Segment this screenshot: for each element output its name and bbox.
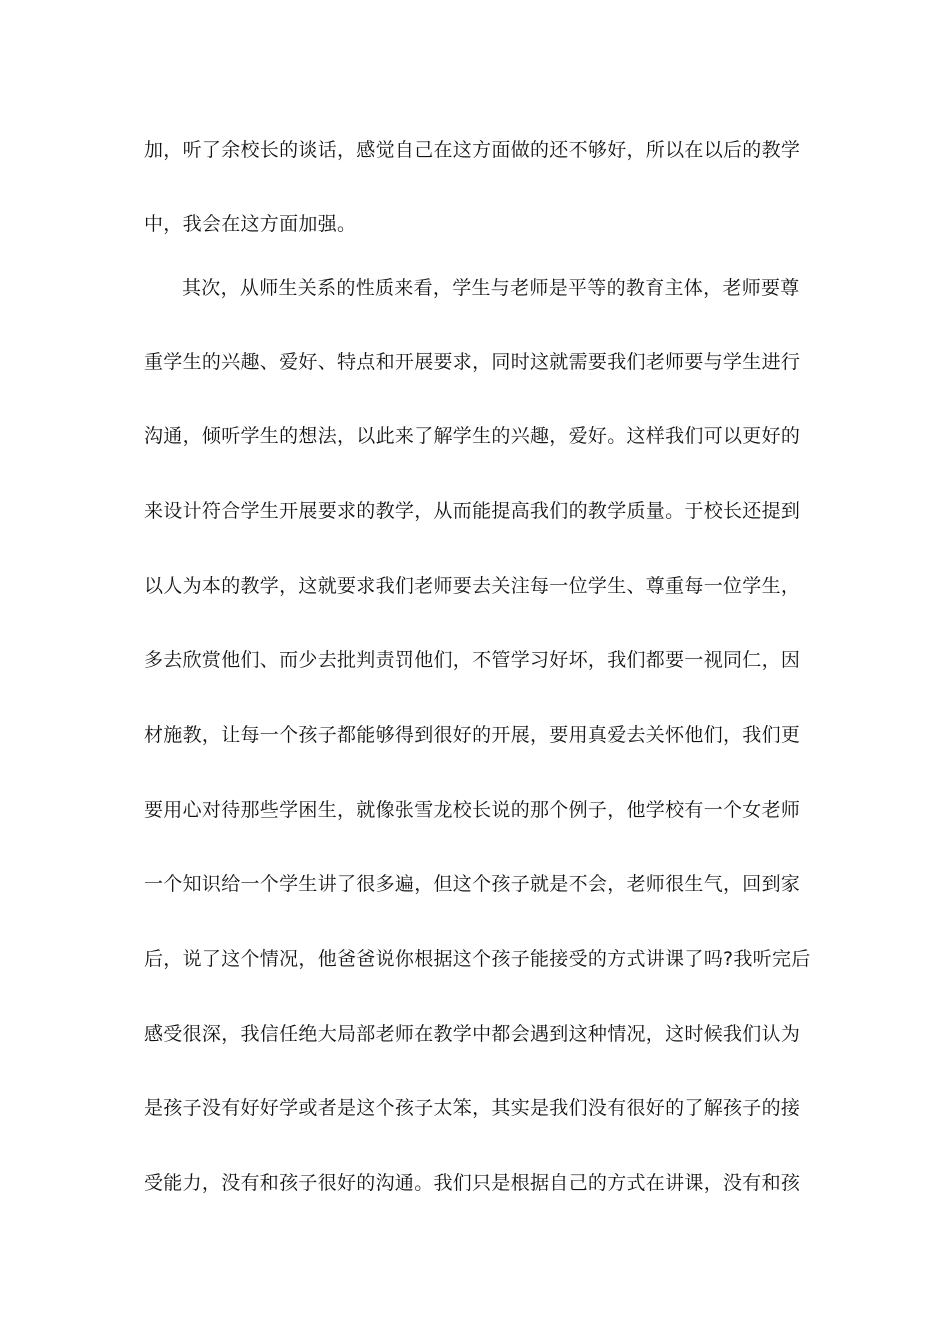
paragraph-start-line: 其次，从师生关系的性质来看，学生与老师是平等的教育主体，老师要尊 [182, 277, 800, 299]
text-line: 要用心对待那些学困生，就像张雪龙校长说的那个例子，他学校有一个女老师 [144, 799, 801, 821]
text-line: 多去欣赏他们、而少去批判责罚他们，不管学习好坏，我们都要一视同仁，因 [144, 649, 801, 671]
text-line: 材施教，让每一个孩子都能够得到很好的开展，要用真爱去关怀他们，我们更 [144, 724, 801, 746]
text-line: 后，说了这个情况，他爸爸说你根据这个孩子能接受的方式讲课了吗?我听完后 [144, 948, 811, 970]
text-line: 来设计符合学生开展要求的教学，从而能提高我们的教学质量。于校长还提到 [144, 500, 801, 522]
text-line: 沟通，倾听学生的想法，以此来了解学生的兴趣，爱好。这样我们可以更好的 [144, 425, 801, 447]
text-line: 一个知识给一个学生讲了很多遍，但这个孩子就是不会，老师很生气，回到家 [144, 873, 801, 895]
text-line: 是孩子没有好好学或者是这个孩子太笨，其实是我们没有很好的了解孩子的接 [144, 1097, 801, 1119]
text-line: 感受很深，我信任绝大局部老师在教学中都会遇到这种情况，这时候我们认为 [144, 1023, 801, 1045]
text-line: 受能力，没有和孩子很好的沟通。我们只是根据自己的方式在讲课，没有和孩 [144, 1172, 801, 1194]
text-line: 中，我会在这方面加强。 [144, 213, 357, 235]
text-line: 重学生的兴趣、爱好、特点和开展要求，同时这就需要我们老师要与学生进行 [144, 351, 801, 373]
text-line: 加，听了余校长的谈话，感觉自己在这方面做的还不够好，所以在以后的教学 [144, 139, 801, 161]
text-line: 以人为本的教学，这就要求我们老师要去关注每一位学生、尊重每一位学生， [144, 575, 801, 597]
